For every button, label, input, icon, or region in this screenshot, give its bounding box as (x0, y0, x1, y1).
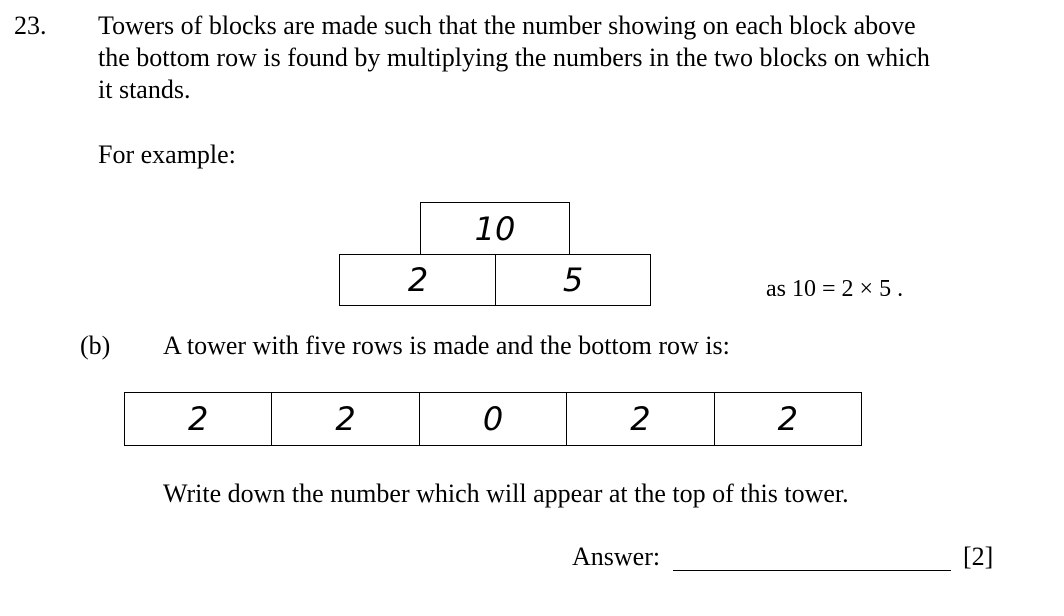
bottom-row-block-5: 2 (777, 400, 798, 438)
part-b-label: (b) (80, 331, 111, 360)
part-b-text: A tower with five rows is made and the bottom row is: (163, 331, 730, 360)
tower-bottom-row (124, 392, 862, 446)
question-stem-line-3: it stands. (98, 75, 191, 104)
bottom-row-block-3: 0 (420, 393, 567, 445)
example-explanation: as 10 = 2 × 5 . (766, 276, 904, 302)
bottom-row-block-2: 2 (272, 393, 419, 445)
question-stem-line-1: Towers of blocks are made such that the number showing on each block above (98, 11, 916, 40)
bottom-row-block-4: 2 (567, 393, 714, 445)
answer-line[interactable] (673, 570, 951, 571)
example-label: For example: (98, 140, 236, 169)
example-bottom-block-right: 5 (495, 254, 651, 306)
part-b-instruction: Write down the number which will appear at the top of this tower. (163, 479, 849, 508)
question-stem-line-2: the bottom row is found by multiplying the numbers in the two blocks on which (98, 43, 930, 72)
example-top-block: 10 (420, 202, 570, 256)
question-stem (98, 10, 930, 106)
marks-label: [2] (963, 542, 994, 571)
example-bottom-block-left: 2 (339, 254, 497, 306)
bottom-row-block-1: 2 (125, 393, 272, 445)
question-number: 23. (14, 11, 47, 40)
answer-label: Answer: (572, 542, 661, 571)
